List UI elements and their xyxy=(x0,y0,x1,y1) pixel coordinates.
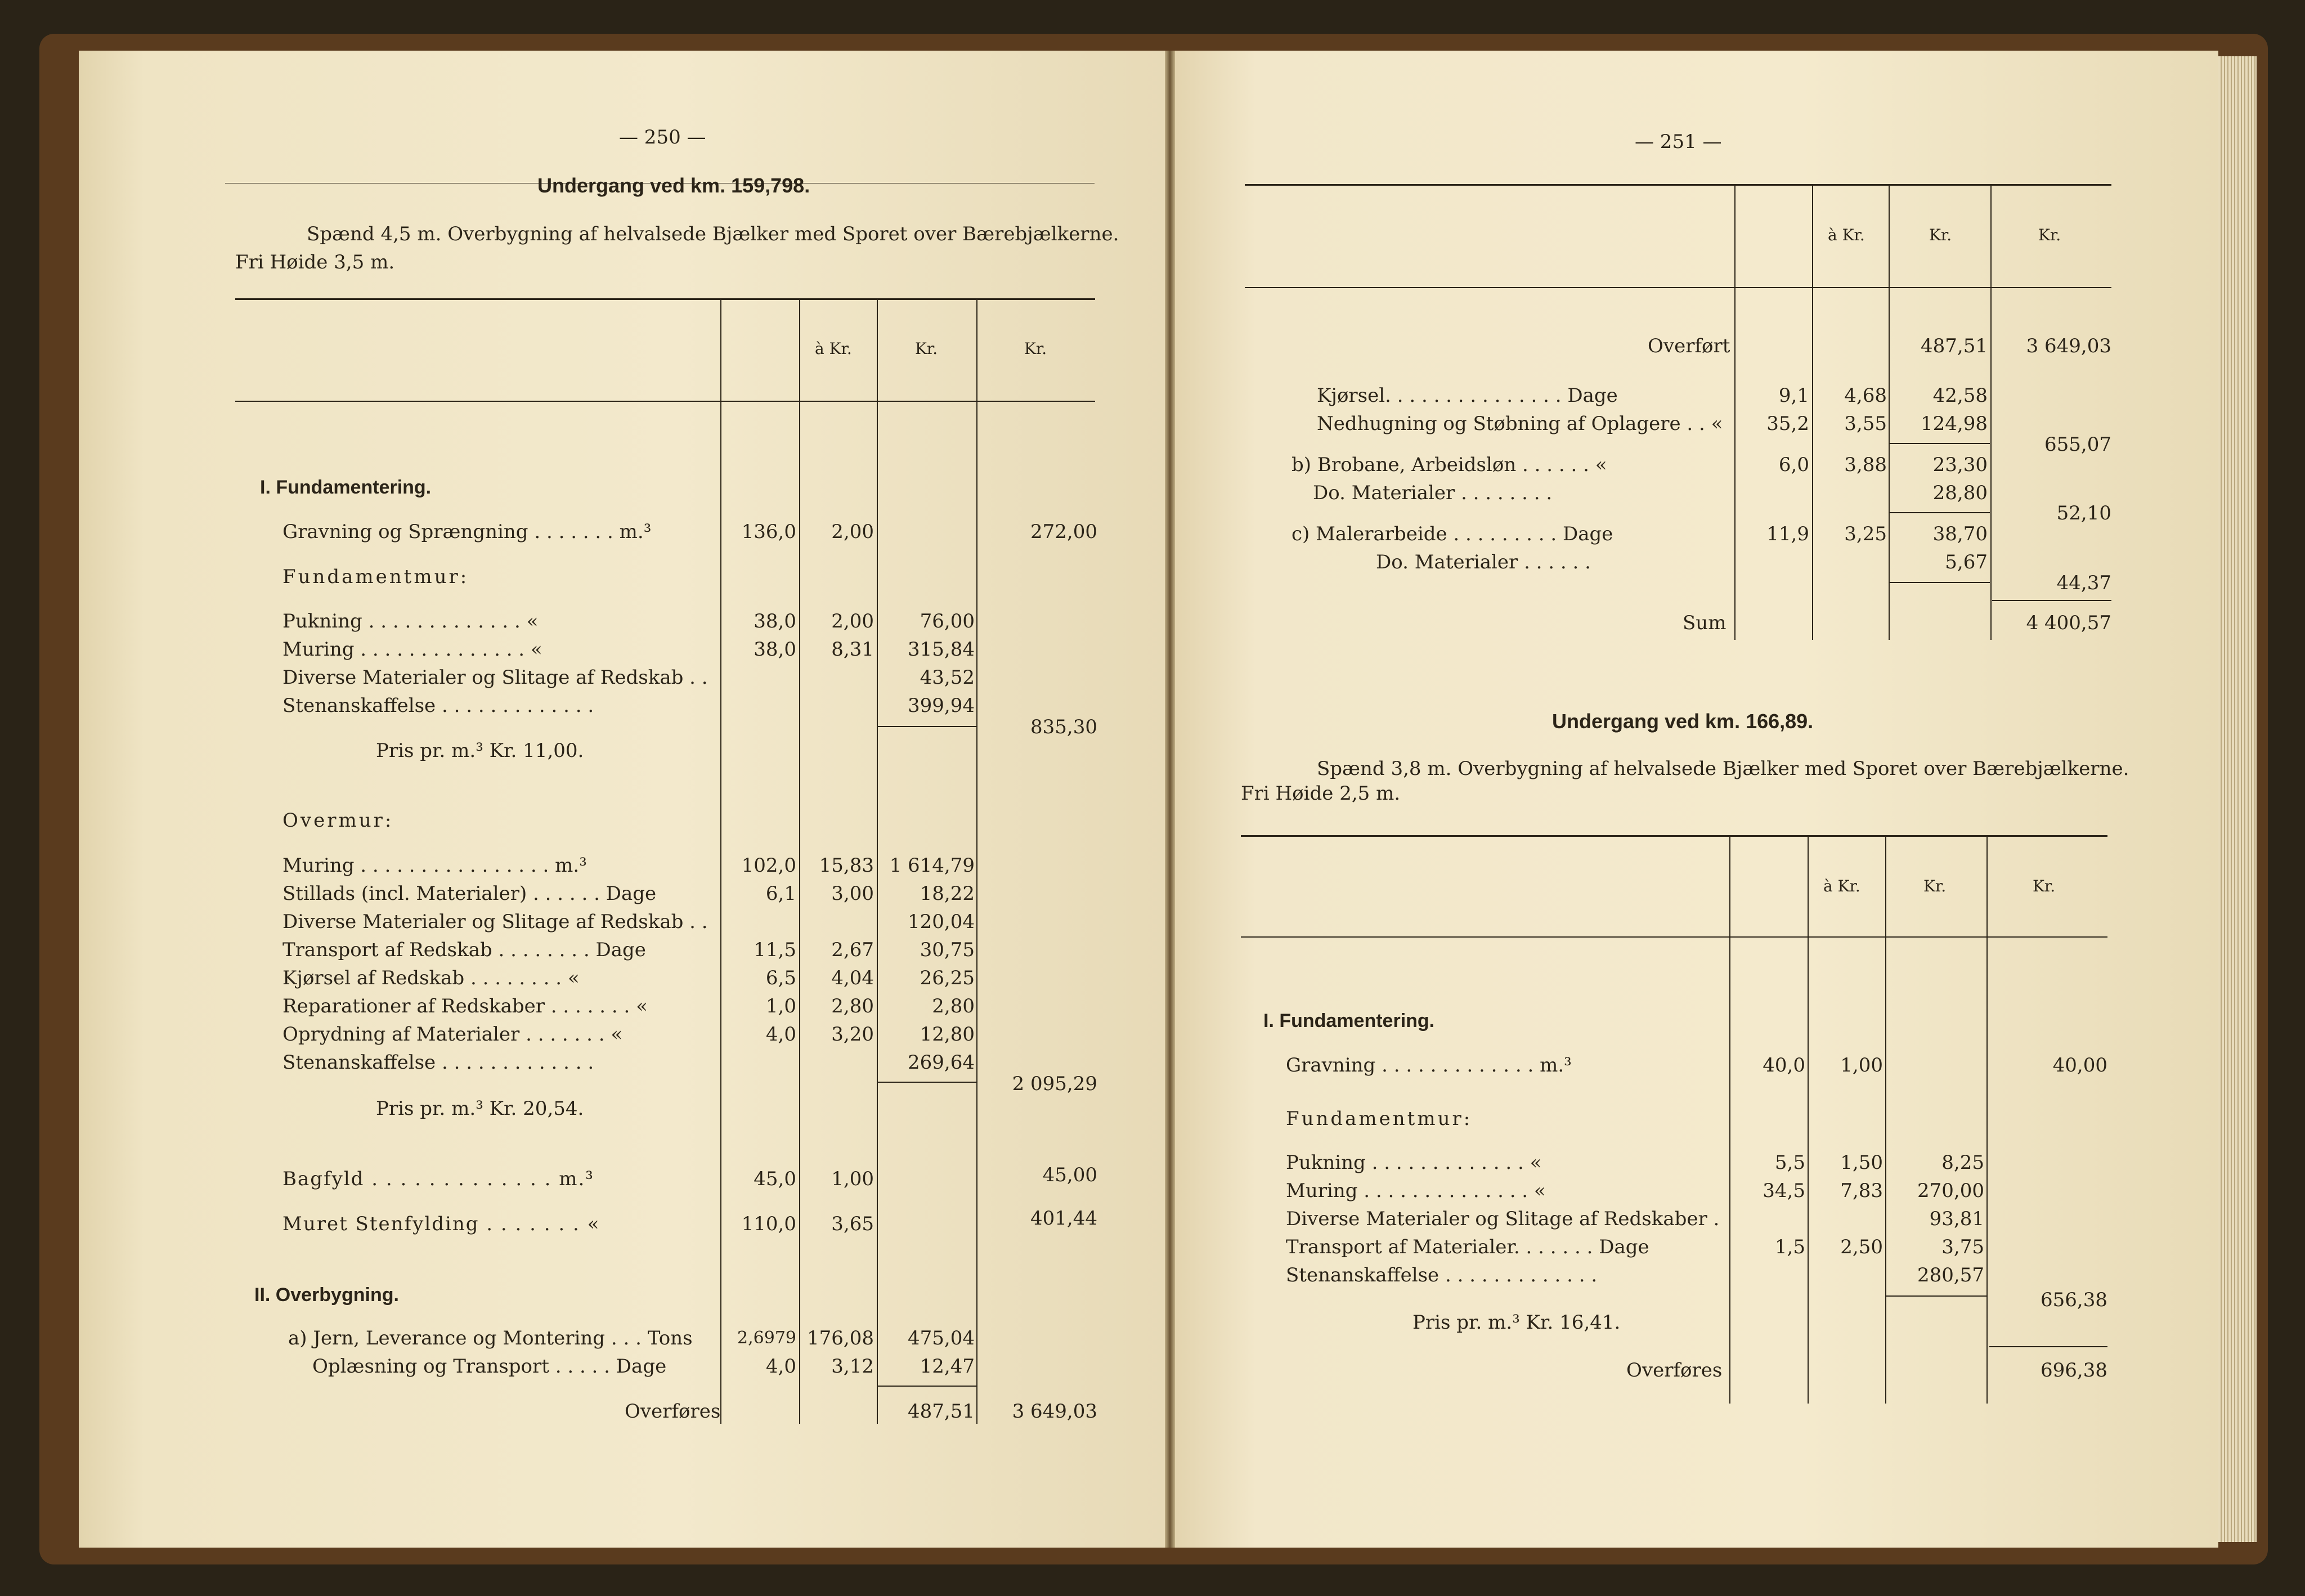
rate-cell: 2,80 xyxy=(831,995,874,1017)
carry-over-label: Overført xyxy=(1648,335,1730,357)
sum-label: Sum xyxy=(1683,612,1726,634)
total-cell: 4 400,57 xyxy=(2026,612,2111,634)
column-header: Kr. xyxy=(1923,877,1947,895)
kr-cell: 5,67 xyxy=(1945,551,1988,573)
intro-line: Spænd 3,8 m. Overbygning af helvalsede Bjælker med Sporet over Bærebjælkerne. xyxy=(1317,757,2129,780)
total-cell: 272,00 xyxy=(1030,521,1097,543)
rate-cell: 4,68 xyxy=(1844,384,1887,407)
table-header-rule xyxy=(235,401,1095,402)
subtotal-rule xyxy=(878,1386,976,1387)
rate-cell: 7,83 xyxy=(1840,1180,1883,1202)
subtotal-rule xyxy=(1890,443,1990,444)
table-top-rule xyxy=(1245,184,2111,186)
section-title: Undergang ved km. 159,798. xyxy=(537,174,810,197)
kr-cell: 269,64 xyxy=(908,1051,975,1074)
column-divider xyxy=(1808,835,1809,1404)
row-label: a) Jern, Leverance og Montering . . . Tons xyxy=(288,1327,693,1350)
kr-cell: 280,57 xyxy=(1917,1264,1984,1286)
row-label: Kjørsel. . . . . . . . . . . . . . . Dage xyxy=(1317,384,1618,407)
rate-cell: 3,12 xyxy=(831,1355,874,1378)
row-label: Diverse Materialer og Slitage af Redskab . . xyxy=(282,666,708,689)
kr-cell: 42,58 xyxy=(1932,384,1988,407)
qty-cell: 6,0 xyxy=(1778,454,1809,476)
column-header: à Kr. xyxy=(1828,226,1865,244)
price-note: Pris pr. m.³ Kr. 20,54. xyxy=(376,1097,584,1120)
rate-cell: 176,08 xyxy=(807,1327,874,1350)
kr-cell: 270,00 xyxy=(1917,1180,1984,1202)
qty-cell: 110,0 xyxy=(741,1213,796,1235)
intro-line: Spænd 4,5 m. Overbygning af helvalsede Bjælker med Sporet over Bærebjælkerne. xyxy=(307,223,1119,245)
rate-cell: 3,55 xyxy=(1844,413,1887,435)
total-cell: 656,38 xyxy=(2041,1289,2107,1311)
kr-cell: 124,98 xyxy=(1921,413,1988,435)
qty-cell: 4,0 xyxy=(765,1023,796,1046)
intro-line: Fri Høide 3,5 m. xyxy=(235,251,395,274)
total-cell: 401,44 xyxy=(1030,1207,1097,1230)
kr-cell: 23,30 xyxy=(1932,454,1988,476)
kr-cell: 2,80 xyxy=(932,995,975,1017)
column-header: Kr. xyxy=(2038,226,2061,244)
rate-cell: 2,00 xyxy=(831,610,874,633)
kr-cell: 38,70 xyxy=(1932,523,1988,545)
table-top-rule xyxy=(1241,835,2107,837)
total-cell: 52,10 xyxy=(2056,502,2111,524)
rate-cell: 2,50 xyxy=(1840,1236,1883,1258)
qty-cell: 102,0 xyxy=(741,854,796,877)
qty-cell: 34,5 xyxy=(1763,1180,1805,1202)
subtotal-rule xyxy=(878,1082,976,1083)
total-cell: 44,37 xyxy=(2056,572,2111,594)
section-heading: II. Overbygning. xyxy=(254,1284,399,1306)
qty-cell: 38,0 xyxy=(754,638,796,661)
qty-cell: 11,9 xyxy=(1766,523,1809,545)
rate-cell: 3,25 xyxy=(1844,523,1887,545)
kr-cell: 76,00 xyxy=(920,610,975,633)
qty-cell: 45,0 xyxy=(754,1168,796,1190)
row-label: Diverse Materialer og Slitage af Redskab . . xyxy=(282,911,708,933)
column-divider xyxy=(1889,184,1890,640)
qty-cell: 1,5 xyxy=(1774,1236,1805,1258)
qty-cell: 40,0 xyxy=(1763,1054,1805,1077)
qty-cell: 5,5 xyxy=(1774,1151,1805,1174)
total-cell: 2 095,29 xyxy=(1012,1073,1097,1095)
subsection-heading: Fundamentmur: xyxy=(1286,1108,1473,1130)
row-label: Stillads (incl. Materialer) . . . . . . Dage xyxy=(282,882,657,905)
total-cell: 696,38 xyxy=(2041,1359,2107,1382)
kr-cell: 18,22 xyxy=(920,882,975,905)
table-header-rule xyxy=(1241,936,2107,938)
column-divider xyxy=(1990,184,1992,640)
kr-cell: 28,80 xyxy=(1932,482,1988,504)
kr-cell: 487,51 xyxy=(1921,335,1988,357)
subtotal-rule xyxy=(1890,512,1990,513)
section-heading: I. Fundamentering. xyxy=(1263,1010,1435,1032)
column-divider xyxy=(1986,835,1988,1404)
section-title: Undergang ved km. 166,89. xyxy=(1552,710,1814,733)
rate-cell: 1,50 xyxy=(1840,1151,1883,1174)
row-label: Muring . . . . . . . . . . . . . . « xyxy=(282,638,542,661)
row-label: Stenanskaffelse . . . . . . . . . . . . . xyxy=(282,1051,594,1074)
column-divider xyxy=(877,298,878,1424)
row-label: Oprydning af Materialer . . . . . . . « xyxy=(282,1023,623,1046)
row-label: Do. Materialer . . . . . . . . xyxy=(1313,482,1553,504)
row-label: Nedhugning og Støbning af Oplagere . . « xyxy=(1317,413,1723,435)
carry-forward-label: Overføres xyxy=(1626,1359,1723,1382)
kr-cell: 1 614,79 xyxy=(889,854,975,877)
row-label: Gravning . . . . . . . . . . . . . m.³ xyxy=(1286,1054,1572,1077)
total-cell: 835,30 xyxy=(1030,716,1097,738)
total-cell: 3 649,03 xyxy=(1012,1400,1097,1423)
rate-cell: 2,67 xyxy=(831,939,874,961)
book-gutter xyxy=(1165,51,1175,1548)
row-label: Kjørsel af Redskab . . . . . . . . « xyxy=(282,967,580,989)
row-label: Do. Materialer . . . . . . xyxy=(1376,551,1591,573)
section-heading: I. Fundamentering. xyxy=(260,477,432,498)
row-label: Pukning . . . . . . . . . . . . . « xyxy=(1286,1151,1542,1174)
row-label: Muret Stenfylding . . . . . . . « xyxy=(282,1213,600,1235)
qty-cell: 2,6979 xyxy=(737,1328,796,1348)
subtotal-rule xyxy=(1886,1295,1986,1297)
column-divider xyxy=(799,298,800,1424)
kr-cell: 487,51 xyxy=(908,1400,975,1423)
total-cell: 655,07 xyxy=(2044,433,2111,456)
column-header: à Kr. xyxy=(1823,877,1860,895)
row-label: Stenanskaffelse . . . . . . . . . . . . . xyxy=(282,694,594,717)
rate-cell: 4,04 xyxy=(831,967,874,989)
row-label: Reparationer af Redskaber . . . . . . . « xyxy=(282,995,648,1017)
rate-cell: 3,20 xyxy=(831,1023,874,1046)
subtotal-rule xyxy=(1890,582,1990,583)
column-header: Kr. xyxy=(2033,877,2056,895)
row-label: Muring . . . . . . . . . . . . . . « xyxy=(1286,1180,1546,1202)
column-header: Kr. xyxy=(915,339,938,358)
kr-cell: 26,25 xyxy=(920,967,975,989)
rate-cell: 2,00 xyxy=(831,521,874,543)
rate-cell: 3,00 xyxy=(831,882,874,905)
row-label: b) Brobane, Arbeidsløn . . . . . . « xyxy=(1291,454,1607,476)
price-note: Pris pr. m.³ Kr. 16,41. xyxy=(1412,1311,1621,1334)
row-label: c) Malerarbeide . . . . . . . . . Dage xyxy=(1291,523,1613,545)
qty-cell: 35,2 xyxy=(1766,413,1809,435)
total-cell: 45,00 xyxy=(1042,1164,1097,1186)
qty-cell: 136,0 xyxy=(741,521,796,543)
rate-cell: 3,65 xyxy=(831,1213,874,1235)
qty-cell: 6,5 xyxy=(765,967,796,989)
row-label: Pukning . . . . . . . . . . . . . « xyxy=(282,610,539,633)
kr-cell: 315,84 xyxy=(908,638,975,661)
total-cell: 3 649,03 xyxy=(2026,335,2111,357)
total-rule xyxy=(1989,1346,2107,1347)
row-label: Gravning og Sprængning . . . . . . . m.³ xyxy=(282,521,652,543)
column-divider xyxy=(1734,184,1736,640)
rate-cell: 8,31 xyxy=(831,638,874,661)
rate-cell: 1,00 xyxy=(1840,1054,1883,1077)
qty-cell: 9,1 xyxy=(1778,384,1809,407)
carry-forward-label: Overføres xyxy=(625,1400,721,1423)
row-label: Oplæsning og Transport . . . . . Dage xyxy=(312,1355,667,1378)
subtotal-rule xyxy=(878,726,976,727)
row-label: Transport af Redskab . . . . . . . . Dage xyxy=(282,939,646,961)
kr-cell: 475,04 xyxy=(908,1327,975,1350)
total-cell: 40,00 xyxy=(2052,1054,2107,1077)
column-header: à Kr. xyxy=(815,339,852,358)
kr-cell: 43,52 xyxy=(920,666,975,689)
row-label: Transport af Materialer. . . . . . . Dage xyxy=(1286,1236,1649,1258)
kr-cell: 12,80 xyxy=(920,1023,975,1046)
column-divider xyxy=(976,298,977,1424)
table-header-rule xyxy=(1245,287,2111,288)
kr-cell: 399,94 xyxy=(908,694,975,717)
rate-cell: 15,83 xyxy=(819,854,874,877)
kr-cell: 30,75 xyxy=(920,939,975,961)
kr-cell: 12,47 xyxy=(920,1355,975,1378)
column-divider xyxy=(1729,835,1730,1404)
rate-cell: 1,00 xyxy=(831,1168,874,1190)
row-label: Muring . . . . . . . . . . . . . . . . m.³ xyxy=(282,854,587,877)
column-header: Kr. xyxy=(1024,339,1047,358)
column-divider xyxy=(720,298,721,1424)
left-page xyxy=(79,51,1169,1548)
total-rule xyxy=(1992,600,2111,601)
subsection-heading: Overmur: xyxy=(282,809,394,832)
qty-cell: 6,1 xyxy=(765,882,796,905)
column-divider xyxy=(1885,835,1886,1404)
subsection-heading: Fundamentmur: xyxy=(282,566,469,588)
kr-cell: 93,81 xyxy=(1929,1208,1984,1230)
kr-cell: 8,25 xyxy=(1941,1151,1984,1174)
page-number: — 251 — xyxy=(1635,131,1722,153)
rate-cell: 3,88 xyxy=(1844,454,1887,476)
page-number: — 250 — xyxy=(619,126,706,149)
row-label: Stenanskaffelse . . . . . . . . . . . . . xyxy=(1286,1264,1598,1286)
column-divider xyxy=(1812,184,1813,640)
intro-line: Fri Høide 2,5 m. xyxy=(1241,782,1401,805)
qty-cell: 4,0 xyxy=(765,1355,796,1378)
qty-cell: 1,0 xyxy=(765,995,796,1017)
qty-cell: 38,0 xyxy=(754,610,796,633)
column-header: Kr. xyxy=(1929,226,1952,244)
row-label: Diverse Materialer og Slitage af Redskaber . xyxy=(1286,1208,1720,1230)
kr-cell: 3,75 xyxy=(1941,1236,1984,1258)
price-note: Pris pr. m.³ Kr. 11,00. xyxy=(376,739,584,762)
table-top-rule xyxy=(235,298,1095,300)
row-label: Bagfyld . . . . . . . . . . . . . m.³ xyxy=(282,1168,594,1190)
kr-cell: 120,04 xyxy=(908,911,975,933)
qty-cell: 11,5 xyxy=(754,939,796,961)
